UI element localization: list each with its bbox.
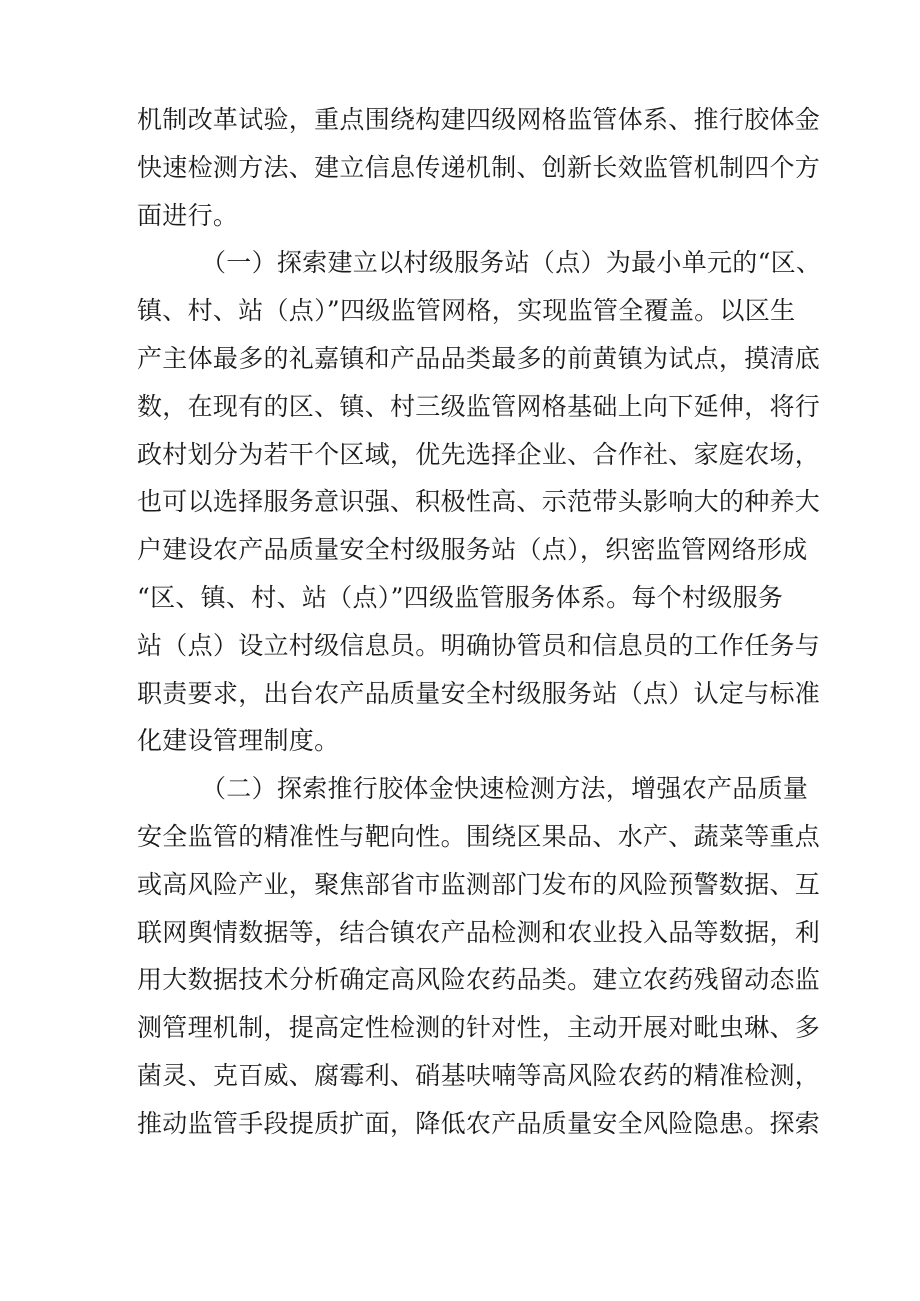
paragraph-line: 用大数据技术分析确定高风险农药品类。建立农药残留动态监	[137, 965, 821, 995]
paragraph-line: 镇、村、站（点）”四级监管网格，实现监管全覆盖。以区生	[137, 296, 796, 326]
paragraph-first-line: （二）探索推行胶体金快速检测方法，增强农产品质量	[201, 774, 809, 804]
paragraph-line: 快速检测方法、建立信息传递机制、创新长效监管机制四个方	[137, 152, 821, 182]
paragraph-line: 产主体最多的礼嘉镇和产品品类最多的前黄镇为试点，摸清底	[137, 343, 821, 373]
paragraph-line: 政村划分为若干个区域，优先选择企业、合作社、家庭农场，	[137, 439, 821, 469]
paragraph-line: 数，在现有的区、镇、村三级监管网格基础上向下延伸，将行	[137, 391, 821, 421]
paragraph-line: 站（点）设立村级信息员。明确协管员和信息员的工作任务与	[137, 630, 821, 660]
paragraph-line: 也可以选择服务意识强、积极性高、示范带头影响大的种养大	[137, 487, 821, 517]
paragraph-first-line: （一）探索建立以村级服务站（点）为最小单元的“区、	[201, 248, 822, 278]
paragraph-line: 推动监管手段提质扩面，降低农产品质量安全风险隐患。探索	[137, 1108, 821, 1138]
paragraph-line: 户建设农产品质量安全村级服务站（点），织密监管网络形成	[137, 535, 808, 565]
paragraph-line: 测管理机制，提高定性检测的针对性，主动开展对毗虫琳、多	[137, 1013, 821, 1043]
paragraph-line: 机制改革试验，重点围绕构建四级网格监管体系、推行胶体金	[137, 105, 821, 134]
paragraph-line: 面进行。	[137, 200, 239, 230]
paragraph-line: 菌灵、克百威、腐霉利、硝基呋喃等高风险农药的精准检测，	[137, 1060, 821, 1090]
paragraph-line: “区、镇、村、站（点）”四级监管服务体系。每个村级服务	[137, 582, 784, 612]
paragraph-line: 职责要求，出台农产品质量安全村级服务站（点）认定与标准	[137, 678, 821, 708]
paragraph-line: 或高风险产业，聚焦部省市监测部门发布的风险预警数据、互	[137, 869, 821, 899]
document-body	[137, 96, 822, 1148]
paragraph-line: 联网舆情数据等，结合镇农产品检测和农业投入品等数据，利	[137, 917, 821, 947]
paragraph-line: 安全监管的精准性与靶向性。围绕区果品、水产、蔬菜等重点	[137, 821, 821, 851]
paragraph-line: 化建设管理制度。	[137, 726, 340, 756]
